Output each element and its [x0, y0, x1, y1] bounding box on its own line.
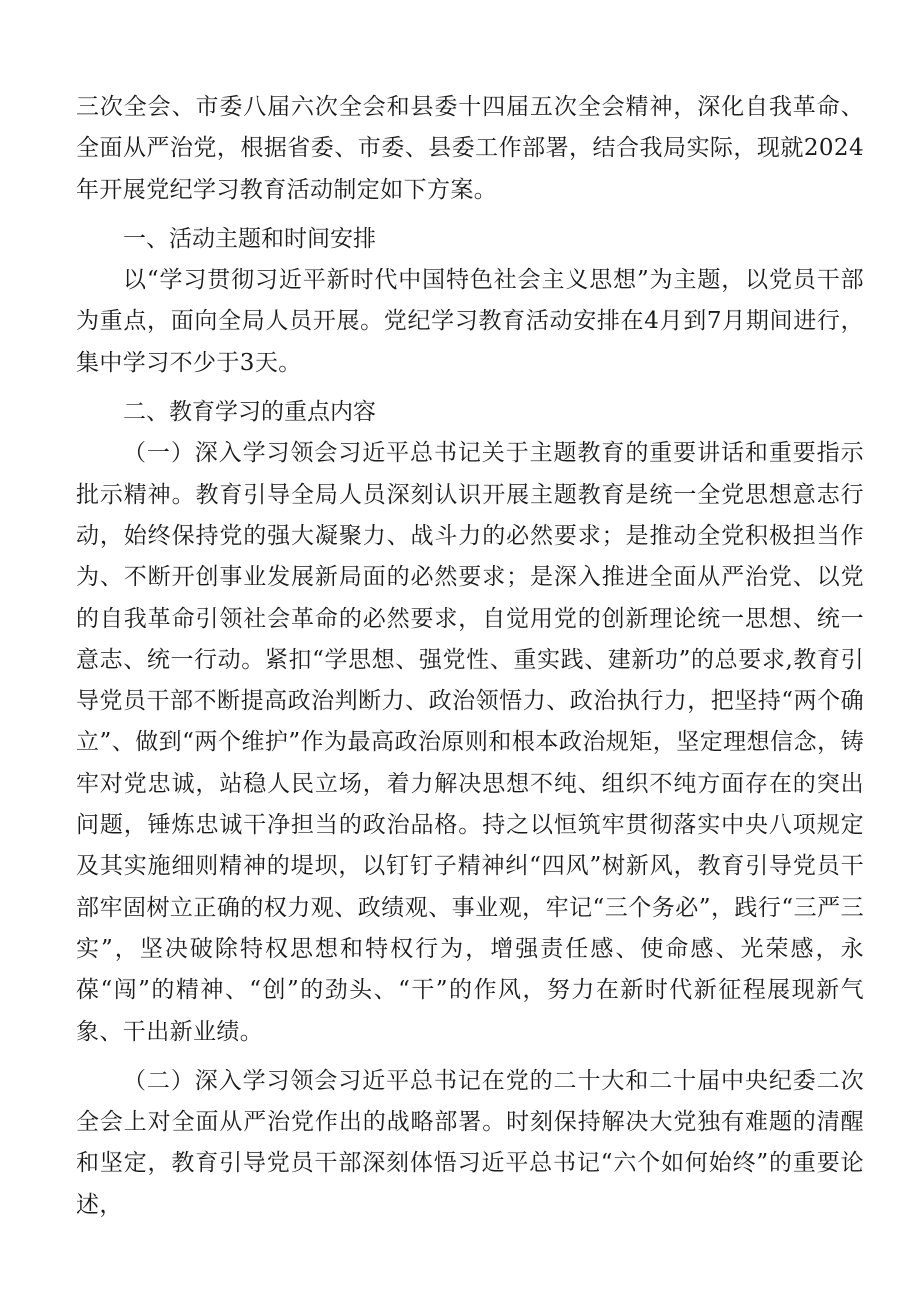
intro-paragraph: 三次全会、市委八届六次全会和县委十四届五次全会精神，深化自我革命、全面从严治党，根据省委、市委、县委工作部署，结合我局实际，现就2024年开展党纪学习教育活动制定如下方案。 [76, 94, 864, 203]
section-heading-2: 二、教育学习的重点内容 [123, 399, 376, 426]
section-heading-1: 一、活动主题和时间安排 [123, 225, 376, 252]
item-2-paragraph: （二）深入学习领会习近平总书记在党的二十大和二十届中央纪委二次全会上对全面从严治党作出的战略部署。时刻保持解决大党独有难题的清醒和坚定，教育引导党员干部深刻体悟习近平总书记“六个如何始终”的重要论述， [76, 1067, 864, 1218]
item-1-paragraph: （一）深入学习领会习近平总书记关于主题教育的重要讲话和重要指示批示精神。教育引导全局人员深刻认识开展主题教育是统一全党思想意志行动，始终保持党的强大凝聚力、战斗力的必然要求；是推动全党积极担当作为、不断开创事业发展新局面的必然要求；是深入推进全面从严治党、以党的自我革命引领社会革命的必然要求，自觉用党的创新理论统一思想、统一意志、统一行动。紧扣“学思想、强党性、重实践、建新功”的总要求,教育引导党员干部不断提高政治判断力、政治领悟力、政治执行力，把坚持“两个确立”、做到“两个维护”作为最高政治原则和根本政治规矩，坚定理想信念，铸牢对党忠诚，站稳人民立场，着力解决思想不纯、组织不纯方面存在的突出问题，锤炼忠诚干净担当的政治品格。持之以恒筑牢贯彻落实中央八项规定及其实施细则精神的堤坝，以钉钉子精神纠“四风”树新风，教育引导党员干部牢固树立正确的权力观、政绩观、事业观，牢记“三个务必”，践行“三严三实”，坚决破除特权思想和特权行为，增强责任感、使命感、光荣感，永葆“闯”的精神、“创”的劲头、“干”的作风，努力在新时代新征程展现新气象、干出新业绩。 [76, 440, 864, 1045]
section-1-paragraph: 以“学习贯彻习近平新时代中国特色社会主义思想”为主题，以党员干部为重点，面向全局人员开展。党纪学习教育活动安排在4月到7月期间进行，集中学习不少于3天。 [76, 267, 864, 376]
